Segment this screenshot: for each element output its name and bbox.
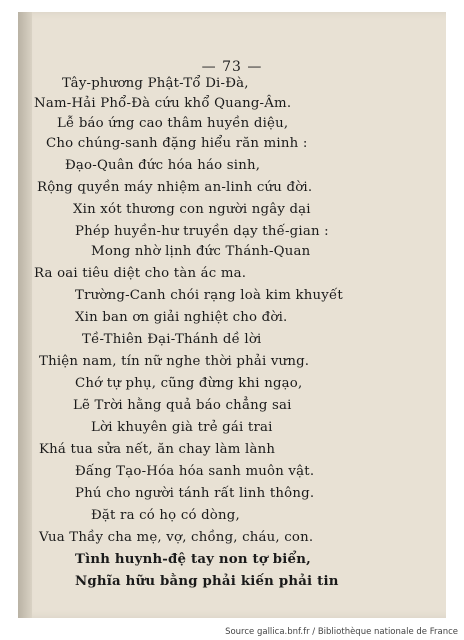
page-spine-shadow [18, 12, 32, 618]
poem-line: Trường-Canh chói rạng loà kim khuyết [75, 288, 343, 303]
poem-line: Xin xót thương con người ngây dại [73, 202, 311, 217]
poem-line: Ra oai tiêu diệt cho tàn ác ma. [34, 266, 247, 281]
poem-line: Lễ báo ứng cao thâm huyền diệu, [57, 116, 289, 131]
poem-line: Phép huyền-hư truyền dạy thế-gian : [75, 224, 329, 239]
poem-line: Thiện nam, tín nữ nghe thời phải vưng. [39, 354, 310, 369]
poem-line: Đấng Tạo-Hóa hóa sanh muôn vật. [75, 464, 315, 479]
poem-line: Cho chúng-sanh đặng hiểu răn minh : [46, 136, 308, 151]
poem-line: Lẽ Trời hằng quả báo chẳng sai [73, 398, 292, 413]
poem-line: Nghĩa hữu bằng phải kiến phải tin [75, 574, 339, 589]
poem-line: Tình huynh-đệ tay non tợ biển, [75, 552, 311, 567]
source-credit: Source gallica.bnf.fr / Bibliothèque nationale de France [225, 627, 458, 637]
book-page [18, 12, 446, 618]
poem-line: Tây-phương Phật-Tổ Di-Đà, [62, 76, 249, 91]
poem-line: Đặt ra có họ có dòng, [91, 508, 240, 523]
poem-line: Chớ tự phụ, cũng đừng khi ngạo, [75, 376, 303, 391]
poem-line: Nam-Hải Phổ-Đà cứu khổ Quang-Âm. [34, 96, 292, 111]
poem-line: Phú cho người tánh rất linh thông. [75, 486, 315, 501]
poem-line: Vua Thầy cha mẹ, vợ, chồng, cháu, con. [39, 530, 314, 545]
page-number: — 73 — [201, 59, 263, 75]
poem-line: Tề-Thiên Đại-Thánh dề lời [82, 332, 262, 347]
poem-line: Xin ban ơn giải nghiệt cho đời. [75, 310, 288, 325]
poem-line: Lời khuyên già trẻ gái trai [91, 420, 273, 435]
poem-line: Mong nhờ lịnh đức Thánh-Quan [91, 244, 311, 259]
poem-line: Đạo-Quân đức hóa háo sinh, [65, 158, 261, 173]
poem-line: Khá tua sửa nết, ăn chay làm lành [39, 442, 276, 457]
poem-line: Rộng quyền máy nhiệm an-linh cứu đời. [37, 180, 313, 195]
